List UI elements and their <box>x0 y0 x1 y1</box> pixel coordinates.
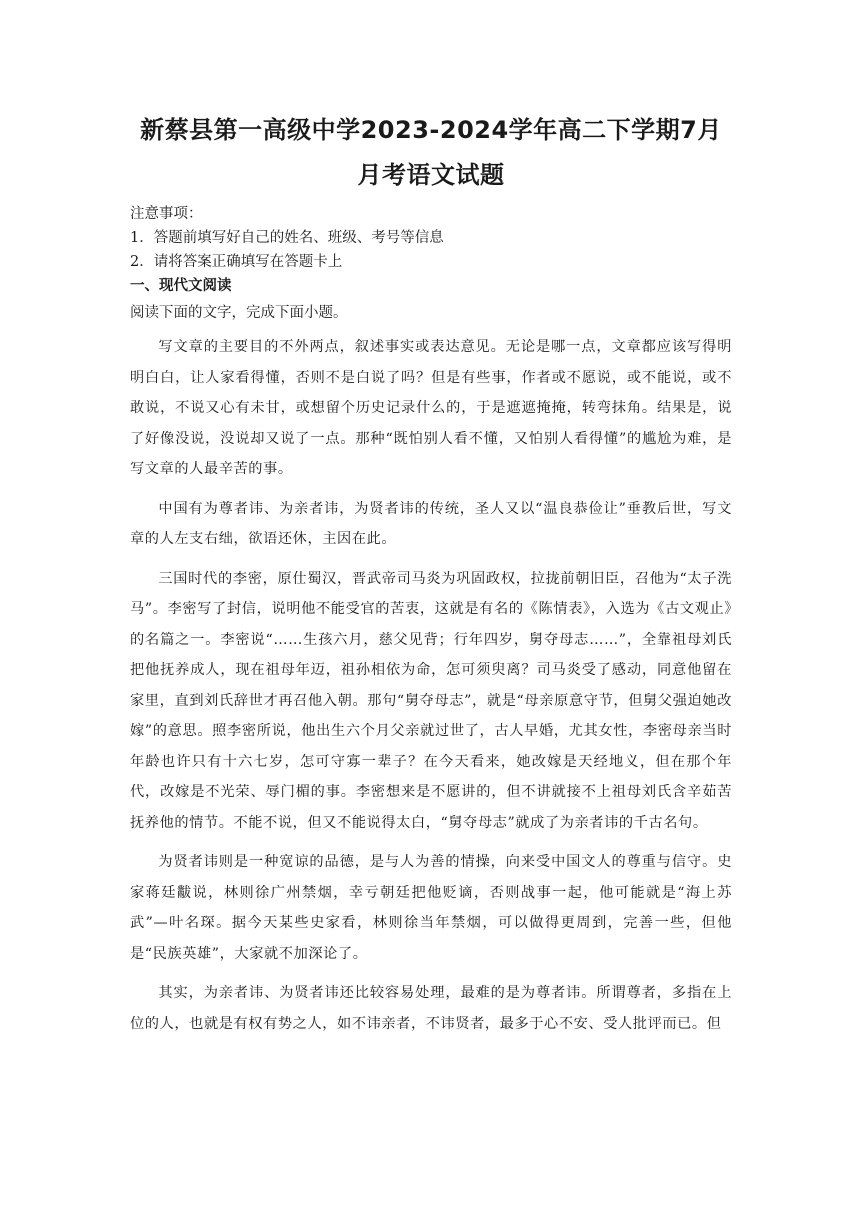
notice-item: 2．请将答案正确填写在答题卡上 <box>130 254 343 270</box>
section-instruction: 阅读下面的文字，完成下面小题。 <box>130 305 348 321</box>
document-title: 新蔡县第一高级中学2023-2024学年高二下学期7月月考语文试题 <box>140 116 722 189</box>
notice-item: 1．答题前填写好自己的姓名、班级、考号等信息 <box>130 230 444 246</box>
passage-paragraph: 其实，为亲者讳、为贤者讳还比较容易处理，最难的是为尊者讳。所谓尊者，多指在上位的人，也就是有权有势之人，如不讳亲者，不讳贤者，最多于心不安、受人批评而已。但 <box>130 985 732 1032</box>
reading-passage <box>130 332 732 1039</box>
passage-paragraph: 三国时代的李密，原仕蜀汉，晋武帝司马炎为巩固政权，拉拢前朝旧臣，召他为“太子洗马”。李密写了封信，说明他不能受官的苦衷，这就是有名的《陈情表》，入选为《古文观止》的名篇之一。李密说“……生孩六月，慈父见背；行年四岁，舅夺母志……”，全靠祖母刘氏把他抚养成人，现在祖母年迈，祖孙相依为命，怎可须臾离？司马炎受了感动，同意他留在家里，直到刘氏辞世才再召他入朝。那句“舅夺母志”，就是“母亲原意守节，但舅父强迫她改嫁”的意思。照李密所说，他出生六个月父亲就过世了，古人早婚，尤其女性，李密母亲当时年龄也许只有十六七岁，怎可守寡一辈子？在今天看来，她改嫁是天经地义，但在那个年代，改嫁是不光荣、辱门楣的事。李密想来是不愿讲的，但不讲就接不上祖母刘氏含辛茹苦抚养他的情节。不能不说，但又不能说得太白，“舅夺母志”就成了为亲者讳的千古名句。 <box>130 570 732 831</box>
passage-paragraph: 中国有为尊者讳、为亲者讳，为贤者讳的传统，圣人又以“温良恭俭让”垂教后世，写文章的人左支右绌，欲语还休，主因在此。 <box>130 500 732 547</box>
notice-block <box>130 202 732 274</box>
passage-paragraph: 写文章的主要目的不外两点，叙述事实或表达意见。无论是哪一点，文章都应该写得明明白白，让人家看得懂，否则不是白说了吗？但是有些事，作者或不愿说，或不能说，或不敢说，不说又心有未甘，或想留个历史记录什么的，于是遮遮掩掩，转弯抹角。结果是，说了好像没说，没说却又说了一点。那种“既怕别人看不懂，又怕别人看得懂”的尴尬为难，是写文章的人最辛苦的事。 <box>130 339 732 477</box>
section-heading: 一、现代文阅读 <box>130 278 232 294</box>
passage-paragraph: 为贤者讳则是一种宽谅的品德，是与人为善的情操，向来受中国文人的尊重与信守。史家蒋廷黻说，林则徐广州禁烟，幸亏朝廷把他贬谪，否则战事一起，他可能就是“海上苏武”—叶名琛。据今天某些史家看，林则徐当年禁烟，可以做得更周到，完善一些，但他是“民族英雄”，大家就不加深论了。 <box>130 854 732 962</box>
notice-heading: 注意事项： <box>130 206 203 222</box>
